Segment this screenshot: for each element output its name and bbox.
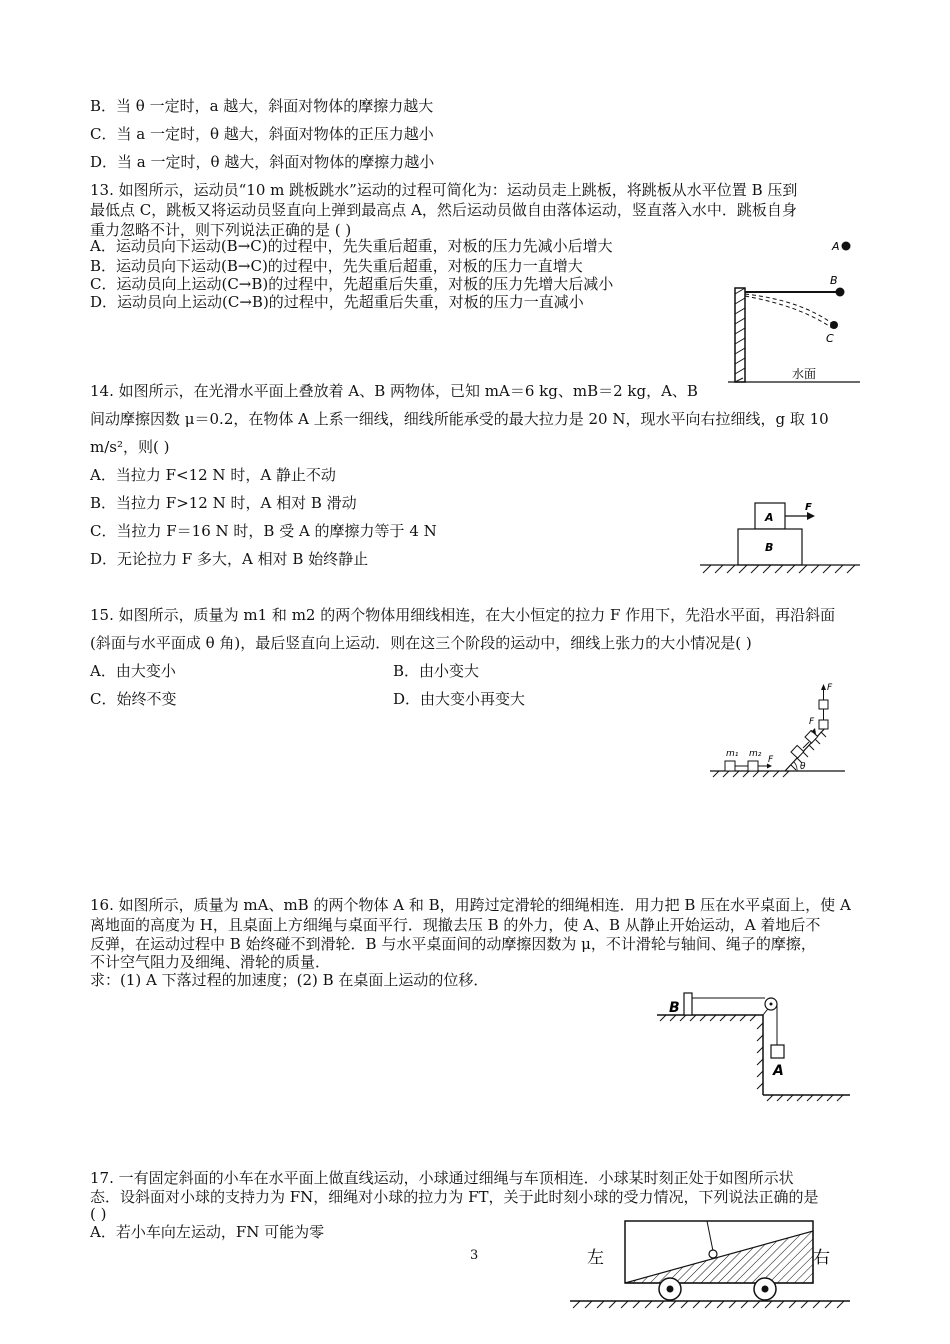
q13-option-b: B．运动员向下运动(B→C)的过程中，先失重后超重，对板的压力一直增大 <box>90 257 583 275</box>
q16-stem-2: 离地面的高度为 H，且桌面上方细绳与桌面平行．现撤去压 B 的外力，使 A、B 从静止开始运动，A 着地后不 <box>90 916 821 934</box>
q14-option-d: D．无论拉力 F 多大，A 相对 B 始终静止 <box>90 550 369 568</box>
q14-stem-1: 14. 如图所示，在光滑水平面上叠放着 A、B 两物体，已知 mA＝6 kg、mB＝2 kg，A、B <box>90 382 698 400</box>
label-a: A <box>773 1063 784 1079</box>
q14-option-a: A．当拉力 F<12 N 时，A 静止不动 <box>90 466 336 484</box>
q17-option-a: A．若小车向左运动，FN 可能为零 <box>90 1223 325 1241</box>
q13-option-c: C．运动员向上运动(C→B)的过程中，先超重后失重，对板的压力先增大后减小 <box>90 275 614 293</box>
label-f: F <box>805 502 812 513</box>
label-b: B <box>765 541 774 554</box>
q14-stem-2: 间动摩擦因数 μ＝0.2，在物体 A 上系一细线，细线所能承受的最大拉力是 20 N，现水平向右拉细线，g 取 10 <box>90 410 829 428</box>
diving-board-figure <box>720 230 870 390</box>
q12-option-b: B．当 θ 一定时，a 越大，斜面对物体的摩擦力越大 <box>90 97 434 115</box>
label-right: 右 <box>813 1248 830 1268</box>
label-m2: m₂ <box>749 749 762 759</box>
q14-stem-3: m/s²，则( ) <box>90 438 170 456</box>
q12-option-c: C．当 a 一定时，θ 越大，斜面对物体的正压力越小 <box>90 125 434 143</box>
q14-option-c: C．当拉力 F＝16 N 时，B 受 A 的摩擦力等于 4 N <box>90 522 437 540</box>
q13-option-a: A．运动员向下运动(B→C)的过程中，先失重后超重，对板的压力先减小后增大 <box>90 237 613 255</box>
label-c: C <box>826 332 834 345</box>
label-b: B <box>669 1000 680 1016</box>
q16-stem-4: 不计空气阻力及细绳、滑轮的质量． <box>90 953 331 971</box>
label-left: 左 <box>587 1248 604 1268</box>
q16-stem-1: 16. 如图所示，质量为 mA、mB 的两个物体 A 和 B，用跨过定滑轮的细绳相连．用力把 B 压在水平桌面上，使 A <box>90 896 851 914</box>
q17-stem-2: 态．设斜面对小球的支持力为 FN，细绳对小球的拉力为 FT，关于此时刻小球的受力情况，下列说法正确的是 <box>90 1188 819 1206</box>
three-stage-motion-figure <box>705 678 865 778</box>
q15-option-c: C．始终不变 <box>90 690 177 708</box>
page-number: 3 <box>470 1248 479 1263</box>
q15-option-b: B．由小变大 <box>393 662 480 680</box>
q16-stem-3: 反弹，在运动过程中 B 始终碰不到滑轮．B 与水平桌面间的动摩擦因数为 μ，不计滑轮与轴间、绳子的摩擦， <box>90 935 816 953</box>
q15-stem-1: 15. 如图所示，质量为 m1 和 m2 的两个物体用细线相连，在大小恒定的拉力 F 作用下，先沿水平面，再沿斜面 <box>90 606 836 624</box>
q14-option-b: B．当拉力 F>12 N 时，A 相对 B 滑动 <box>90 494 357 512</box>
q15-option-a: A．由大变小 <box>90 662 176 680</box>
q13-stem-1: 13. 如图所示，运动员“10 m 跳板跳水”运动的过程可简化为：运动员走上跳板，将跳板从水平位置 B 压到 <box>90 181 798 199</box>
label-water: 水面 <box>792 367 817 381</box>
q15-stem-2: (斜面与水平面成 θ 角)，最后竖直向上运动．则在这三个阶段的运动中，细线上张力的大小情况是( ) <box>90 634 752 652</box>
q17-stem-1: 17. 一有固定斜面的小车在水平面上做直线运动，小球通过细绳与车顶相连．小球某时刻正处于如图所示状 <box>90 1169 794 1187</box>
label-m1: m₁ <box>726 749 739 759</box>
cart-incline-figure <box>565 1215 855 1315</box>
q13-stem-2: 最低点 C，跳板又将运动员竖直向上弹到最高点 A，然后运动员做自由落体运动，竖直落入水中．跳板自身 <box>90 201 797 219</box>
label-b: B <box>830 274 838 287</box>
pulley-figure <box>655 985 855 1110</box>
label-a: A <box>765 511 774 524</box>
point-b-dot <box>836 288 845 297</box>
label-f-horizontal: F <box>768 755 774 765</box>
q16-stem-5: 求：(1) A 下落过程的加速度；(2) B 在桌面上运动的位移． <box>90 971 489 989</box>
label-a: A <box>832 240 840 253</box>
q13-stem-3: 重力忽略不计，则下列说法正确的是 ( ) <box>90 221 352 239</box>
label-f-incline: F <box>809 717 815 727</box>
q12-option-d: D．当 a 一定时，θ 越大，斜面对物体的摩擦力越小 <box>90 153 435 171</box>
stacked-blocks-figure <box>695 495 865 580</box>
q15-option-d: D．由大变小再变大 <box>393 690 526 708</box>
label-theta: θ <box>800 762 806 772</box>
point-a-dot <box>842 242 851 251</box>
label-f-vertical: F <box>827 683 833 693</box>
q17-stem-3: ( ) <box>90 1205 107 1223</box>
q13-option-d: D．运动员向上运动(C→B)的过程中，先超重后失重，对板的压力一直减小 <box>90 293 584 311</box>
point-c-dot <box>830 321 838 329</box>
